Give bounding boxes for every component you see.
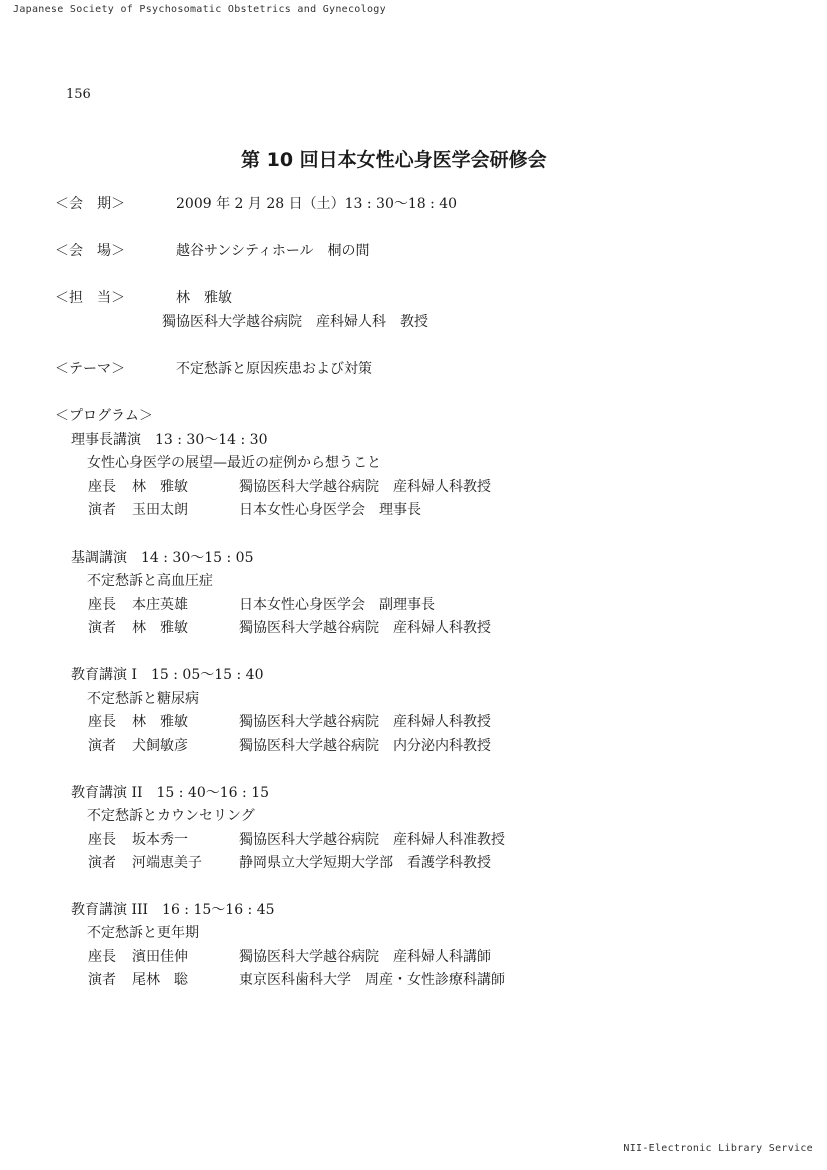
person-name: 林 雅敏	[132, 714, 188, 730]
person-name: 坂本秀一	[132, 832, 188, 848]
person-affiliation: 静岡県立大学短期大学部 看護学科教授	[239, 855, 491, 871]
person-name: 林 雅敏	[132, 620, 188, 636]
person-affiliation: 獨協医科大学越谷病院 産科婦人科准教授	[239, 832, 505, 848]
library-footer: NII-Electronic Library Service	[623, 1143, 813, 1154]
person-name: 犬飼敏彦	[132, 738, 188, 754]
person-name: 尾林 聡	[132, 972, 188, 988]
person-affiliation: 東京医科歯科大学 周産・女性診療科講師	[239, 972, 505, 988]
info-label-dates: ＜会 期＞	[55, 196, 125, 212]
person-role: 座長	[88, 597, 116, 613]
info-label-theme: ＜テーマ＞	[55, 361, 125, 377]
person-role: 演者	[88, 972, 116, 988]
info-value-dates: 2009 年 2 月 28 日（土）13 : 30〜18 : 40	[176, 196, 458, 212]
info-value-theme: 不定愁訴と原因疾患および対策	[176, 361, 372, 377]
person-role: 演者	[88, 620, 116, 636]
person-affiliation: 日本女性心身医学会 理事長	[239, 502, 421, 518]
person-affiliation: 獨協医科大学越谷病院 産科婦人科講師	[239, 949, 491, 965]
session-heading: 理事長講演 13 : 30〜14 : 30	[71, 432, 268, 448]
person-affiliation: 獨協医科大学越谷病院 内分泌内科教授	[239, 738, 491, 754]
session-topic: 女性心身医学の展望—最近の症例から想うこと	[87, 455, 381, 471]
person-affiliation: 日本女性心身医学会 副理事長	[239, 597, 435, 613]
person-role: 座長	[88, 949, 116, 965]
info-label-organizer: ＜担 当＞	[55, 290, 125, 306]
session-heading: 教育講演 I 15 : 05〜15 : 40	[71, 667, 264, 683]
person-role: 演者	[88, 502, 116, 518]
info-value-venue: 越谷サンシティホール 桐の間	[176, 243, 370, 259]
info-value-organizer: 林 雅敏	[176, 290, 232, 306]
session-heading: 教育講演 II 15 : 40〜16 : 15	[71, 785, 270, 801]
person-name: 河端恵美子	[132, 855, 202, 871]
session-topic: 不定愁訴と糖尿病	[87, 691, 199, 707]
person-name: 本庄英雄	[132, 597, 188, 613]
session-topic: 不定愁訴と高血圧症	[87, 573, 213, 589]
info-value-organizer-affiliation: 獨協医科大学越谷病院 産科婦人科 教授	[162, 314, 428, 330]
session-heading: 教育講演 III 16 : 15〜16 : 45	[71, 902, 275, 918]
info-label-venue: ＜会 場＞	[55, 243, 125, 259]
page-title: 第 10 回日本女性心身医学会研修会	[241, 149, 547, 171]
person-role: 座長	[88, 479, 116, 495]
journal-header: Japanese Society of Psychosomatic Obstetrics and Gynecology	[13, 4, 386, 15]
session-topic: 不定愁訴とカウンセリング	[87, 808, 255, 824]
person-role: 演者	[88, 855, 116, 871]
person-affiliation: 獨協医科大学越谷病院 産科婦人科教授	[239, 620, 491, 636]
person-name: 玉田太朗	[132, 502, 188, 518]
session-heading: 基調講演 14 : 30〜15 : 05	[71, 550, 254, 566]
person-affiliation: 獨協医科大学越谷病院 産科婦人科教授	[239, 479, 491, 495]
person-role: 座長	[88, 714, 116, 730]
session-topic: 不定愁訴と更年期	[87, 925, 199, 941]
person-name: 林 雅敏	[132, 479, 188, 495]
person-affiliation: 獨協医科大学越谷病院 産科婦人科教授	[239, 714, 491, 730]
page-number: 156	[66, 87, 91, 102]
program-label: ＜プログラム＞	[55, 408, 153, 424]
person-role: 演者	[88, 738, 116, 754]
person-role: 座長	[88, 832, 116, 848]
person-name: 濱田佳伸	[132, 949, 188, 965]
